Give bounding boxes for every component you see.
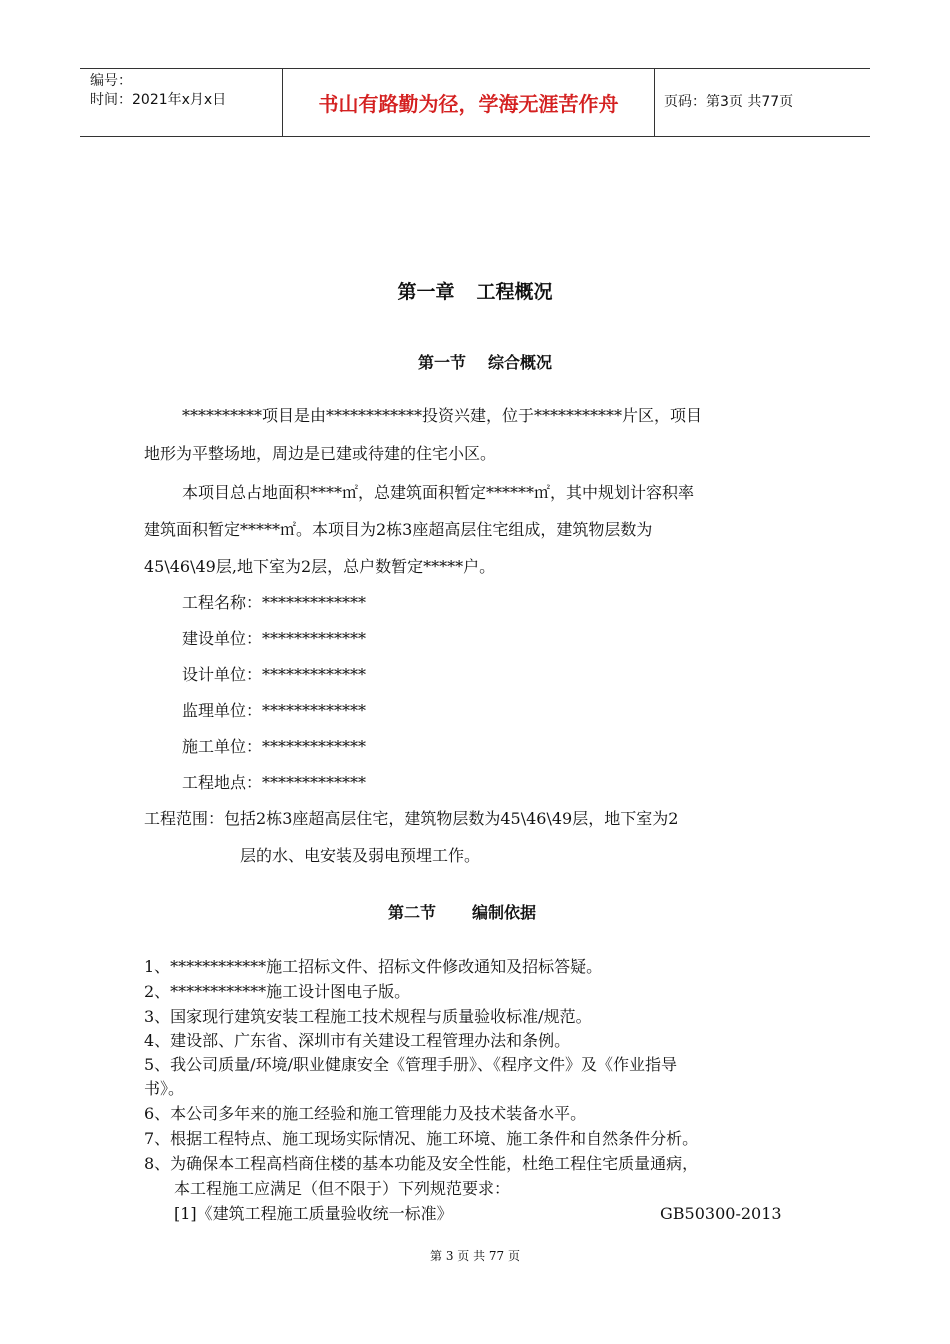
info-label: 工程名称： [182,593,263,612]
header-info-cell [80,69,282,136]
page-footer: 第 3 页 共 77 页 [430,1249,520,1263]
info-value: ************* [262,665,367,684]
overview-p2-line1: 本项目总占地面积****㎡，总建筑面积暂定******㎡，其中规划计容积率 [182,483,695,502]
section-2-title [388,900,536,923]
info-row [182,585,366,621]
standard-title: [1]《建筑工程施工质量验收统一标准》 [174,1204,453,1223]
scope-text-2: 层的水、电安装及弱电预埋工作。 [240,846,481,865]
info-value: ************* [262,593,367,612]
basis-item: 3、国家现行建筑安装工程施工技术规程与质量验收标准/规范。 [144,1007,592,1026]
scope-text-1: 包括2栋3座超高层住宅，建筑物层数为45\46\49层，地下室为2 [224,809,679,828]
info-label: 监理单位： [182,701,263,720]
info-row [182,693,366,729]
info-row [182,729,366,765]
info-row [182,657,366,693]
info-value: ************* [262,629,367,648]
basis-item: 本工程施工应满足（但不限于）下列规范要求： [174,1179,511,1198]
info-row [182,621,366,657]
basis-item: 4、建设部、广东省、深圳市有关建设工程管理办法和条例。 [144,1031,571,1050]
info-label: 施工单位： [182,737,263,756]
motto: 书山有路勤为径，学海无涯苦作舟 [282,69,655,136]
number-label: 编号： [90,73,132,89]
chapter-title [0,277,950,304]
chapter-number: 第一章 [397,281,455,303]
chapter-text: 工程概况 [476,281,553,303]
section-2-text: 编制依据 [472,903,537,922]
header-table [80,68,870,137]
info-label: 工程地点： [182,773,263,792]
section-1-number: 第一节 [418,353,467,372]
scope-label: 工程范围： [144,809,225,828]
standard-code: GB50300-2013 [660,1204,782,1223]
info-label: 建设单位： [182,629,263,648]
section-1-title [418,350,552,373]
info-row [182,765,366,801]
page-info: 页码：第3页 共77页 [664,94,794,110]
section-1-text: 综合概况 [488,353,553,372]
info-label: 设计单位： [182,665,263,684]
basis-item: 书》。 [144,1079,185,1098]
info-value: ************* [262,737,367,756]
basis-item: 6、本公司多年来的施工经验和施工管理能力及技术装备水平。 [144,1104,587,1123]
basis-item: 5、我公司质量/环境/职业健康安全《管理手册》、《程序文件》及《作业指导 [144,1055,677,1074]
overview-p1-line1: **********项目是由************投资兴建，位于***********片区，项目 [182,406,703,425]
overview-p2-line3: 45\46\49层,地下室为2层，总户数暂定*****户。 [144,557,496,576]
section-2-number: 第二节 [388,903,437,922]
info-value: ************* [262,773,367,792]
basis-item: 2、************施工设计图电子版。 [144,982,411,1001]
scope-line1 [144,801,678,837]
basis-item: 1、************施工招标文件、招标文件修改通知及招标答疑。 [144,957,603,976]
info-value: ************* [262,701,367,720]
overview-p1-line2: 地形为平整场地，周边是已建或待建的住宅小区。 [144,444,497,463]
basis-item: 7、根据工程特点、施工现场实际情况、施工环境、施工条件和自然条件分析。 [144,1129,699,1148]
time-label: 时间：2021年x月x日 [90,92,227,108]
basis-item: 8、为确保本工程高档商住楼的基本功能及安全性能，杜绝工程住宅质量通病， [144,1154,699,1173]
overview-p2-line2: 建筑面积暂定*****㎡。本项目为2栋3座超高层住宅组成，建筑物层数为 [144,520,653,539]
